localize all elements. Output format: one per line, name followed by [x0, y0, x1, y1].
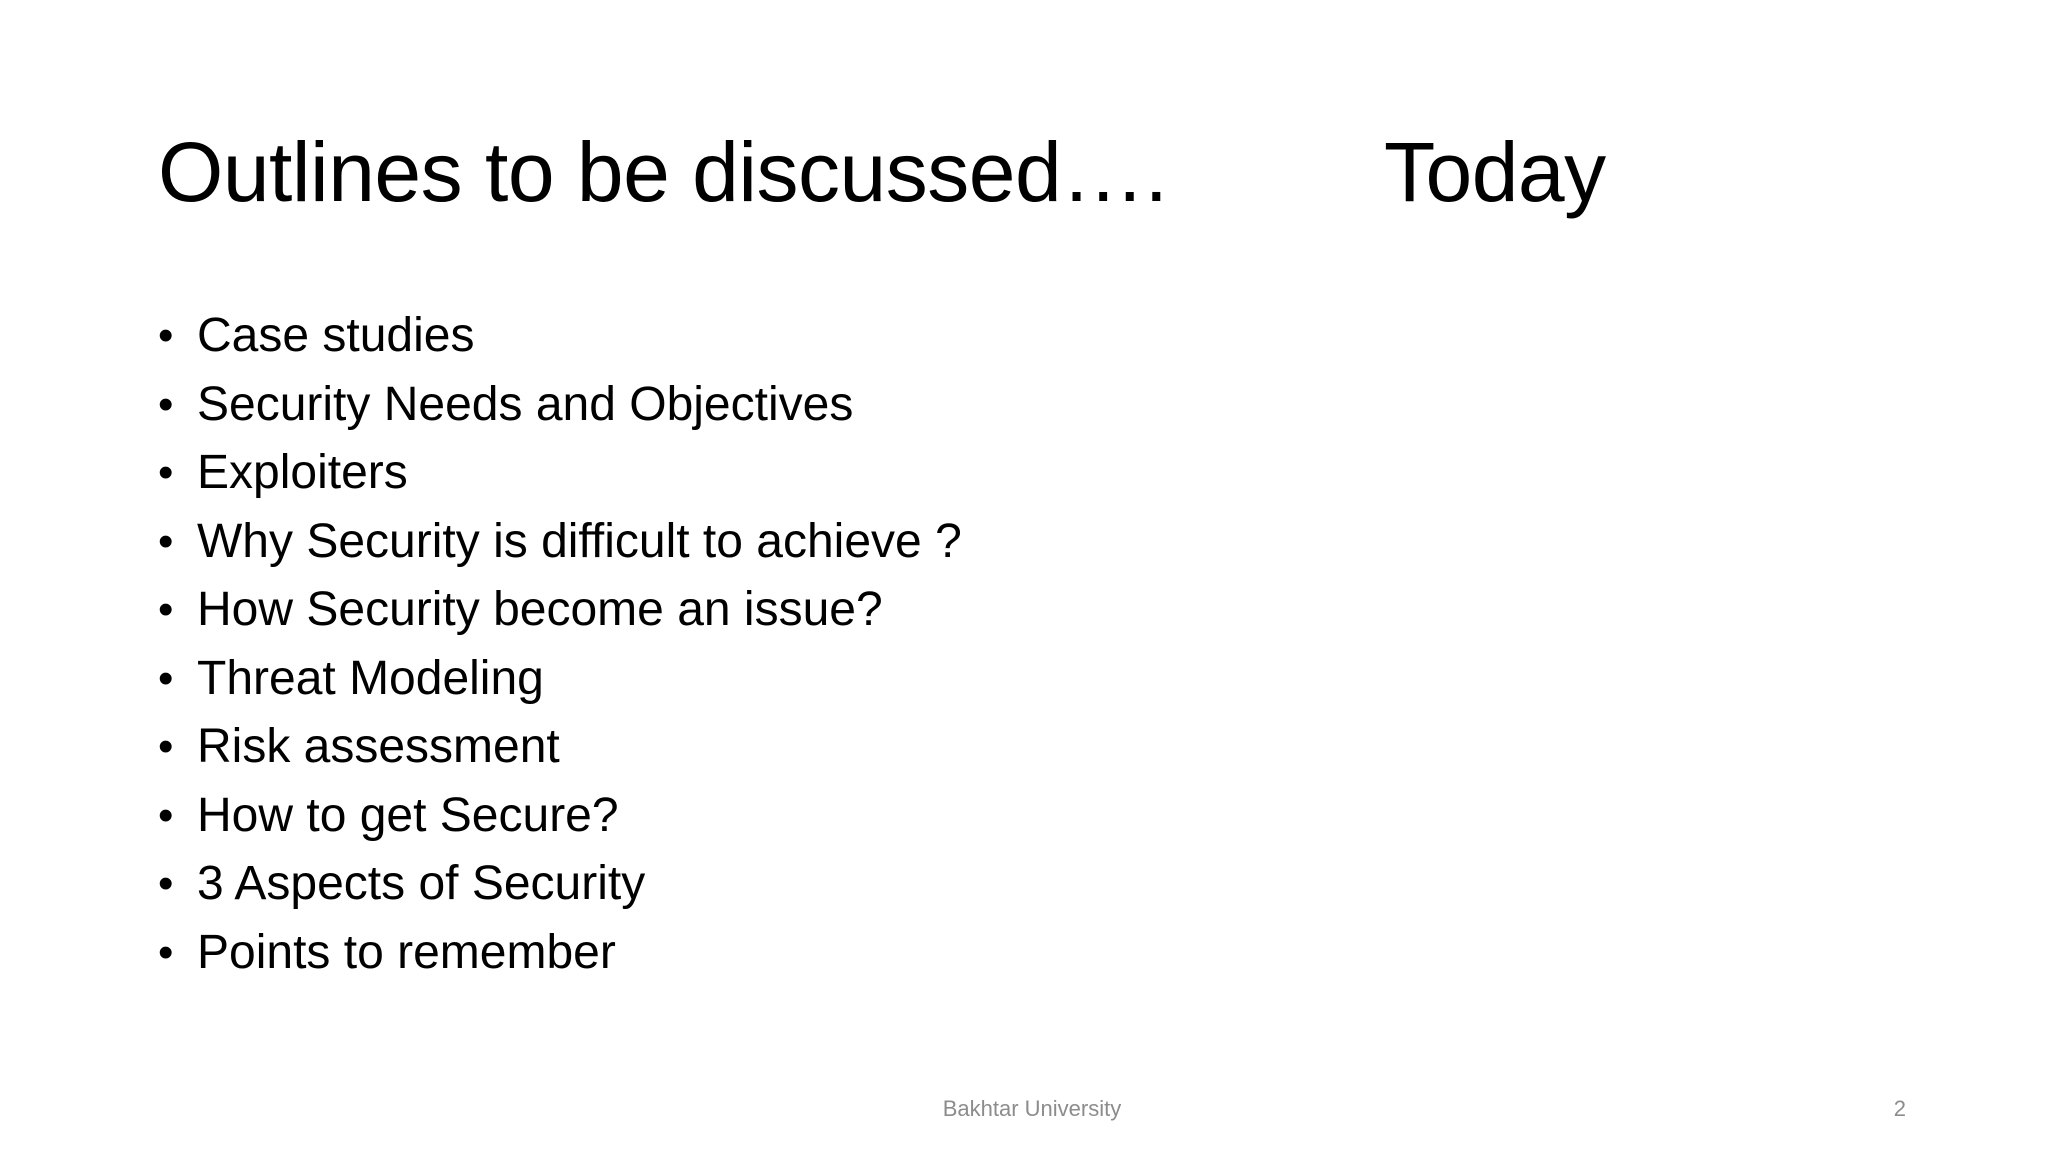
bullet-text: How to get Secure? — [197, 788, 619, 842]
bullet-icon: • — [158, 927, 174, 977]
bullet-item — [158, 713, 962, 782]
bullet-text: Risk assessment — [197, 720, 560, 773]
bullet-icon: • — [158, 722, 174, 771]
bullet-text: Why Security is difficult to achieve ? — [197, 514, 962, 568]
bullet-icon: • — [158, 859, 174, 908]
outline-bullet-list — [158, 302, 962, 987]
bullet-item — [158, 782, 962, 851]
bullet-item — [158, 302, 962, 371]
bullet-item — [158, 508, 962, 577]
bullet-text: 3 Aspects of Security — [197, 857, 646, 910]
slide-title-today: Today — [1384, 125, 1606, 219]
slide-title-main: Outlines to be discussed…. — [158, 125, 1168, 219]
bullet-text: Case studies — [197, 309, 475, 362]
bullet-icon: • — [158, 585, 174, 634]
bullet-text: Exploiters — [197, 446, 408, 499]
bullet-text: Threat Modeling — [197, 651, 544, 705]
bullet-icon: • — [158, 311, 174, 360]
bullet-text: How Security become an issue? — [197, 583, 883, 636]
bullet-item — [158, 576, 962, 645]
bullet-item — [158, 850, 962, 919]
bullet-icon: • — [158, 790, 174, 840]
bullet-icon: • — [158, 448, 174, 497]
bullet-text: Points to remember — [197, 925, 616, 979]
bullet-icon: • — [158, 653, 174, 703]
slide-page-number: 2 — [1893, 1096, 1906, 1121]
bullet-text: Security Needs and Objectives — [197, 377, 854, 431]
bullet-item — [158, 371, 962, 440]
bullet-item — [158, 645, 962, 714]
slide-footer: Bakhtar University — [942, 1096, 1122, 1121]
bullet-icon: • — [158, 379, 174, 429]
bullet-item — [158, 439, 962, 508]
bullet-icon: • — [158, 516, 174, 566]
bullet-item — [158, 919, 962, 988]
